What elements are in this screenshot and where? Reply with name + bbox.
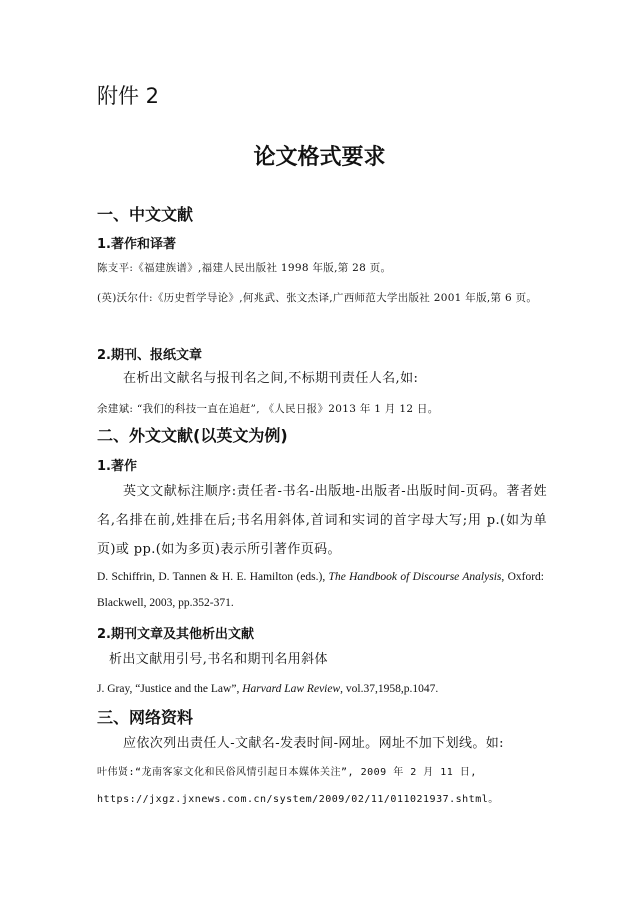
reference-journal-title: Harvard Law Review (242, 683, 341, 695)
reference-example: 叶伟贤:“龙南客家文化和民俗风情引起日本媒体关注”, 2009 年 2 月 11 日, (97, 767, 477, 778)
reference-example: (英)沃尔什:《历史哲学导论》,何兆武、张文杰译,广西师范大学出版社 2001 年版,第 6 页。 (97, 292, 538, 304)
section-heading-web-resources: 三、网络资料 (97, 708, 194, 727)
subsection-heading-foreign-books: 1.著作 (97, 459, 137, 474)
instruction-text: 英文文献标注顺序:责任者-书名-出版地-出版者-出版时间-页码。著者姓名,名排在前,姓排在后;书名用斜体,首词和实词的首字母大写;用 p.(如为单页)或 pp.(如为多页)表示所引著作页码。 (97, 484, 547, 557)
instruction-text: 析出文献用引号,书名和期刊名用斜体 (109, 652, 328, 667)
reference-authors: J. Gray, “Justice and the Law”, (97, 683, 243, 695)
instruction-text: 在析出文献名与报刊名之间,不标期刊责任人名,如: (123, 371, 419, 386)
reference-example: 陈支平:《福建族谱》,福建人民出版社 1998 年版,第 28 页。 (97, 262, 392, 274)
reference-authors: D. Schiffrin, D. Tannen & H. E. Hamilton (eds.), (97, 571, 329, 583)
reference-example (97, 564, 544, 616)
subsection-heading-books: 1.著作和译著 (97, 237, 176, 252)
annex-label: 附件 2 (97, 84, 160, 108)
reference-example: 余建斌: “我们的科技一直在追赶”, 《人民日报》2013 年 1 月 12 日。 (97, 403, 439, 415)
section-heading-chinese-literature: 一、中文文献 (97, 205, 194, 224)
reference-book-title: The Handbook of Discourse Analysis (328, 571, 502, 583)
page-title: 论文格式要求 (253, 145, 386, 170)
reference-example (97, 676, 544, 702)
reference-publication: , Oxford: Blackwell, 2003, pp.352-371. (97, 571, 544, 609)
instruction-text: 应依次列出责任人-文献名-发表时间-网址。网址不加下划线。如: (123, 736, 504, 751)
reference-example-url: https://jxgz.jxnews.com.cn/system/2009/02/11/011021937.shtml。 (97, 794, 499, 805)
subsection-heading-periodicals: 2.期刊、报纸文章 (97, 348, 202, 363)
section-heading-foreign-literature: 二、外文文献(以英文为例) (97, 426, 288, 445)
reference-publication: , vol.37,1958,p.1047. (340, 683, 439, 695)
subsection-heading-journal-articles: 2.期刊文章及其他析出文献 (97, 627, 254, 642)
